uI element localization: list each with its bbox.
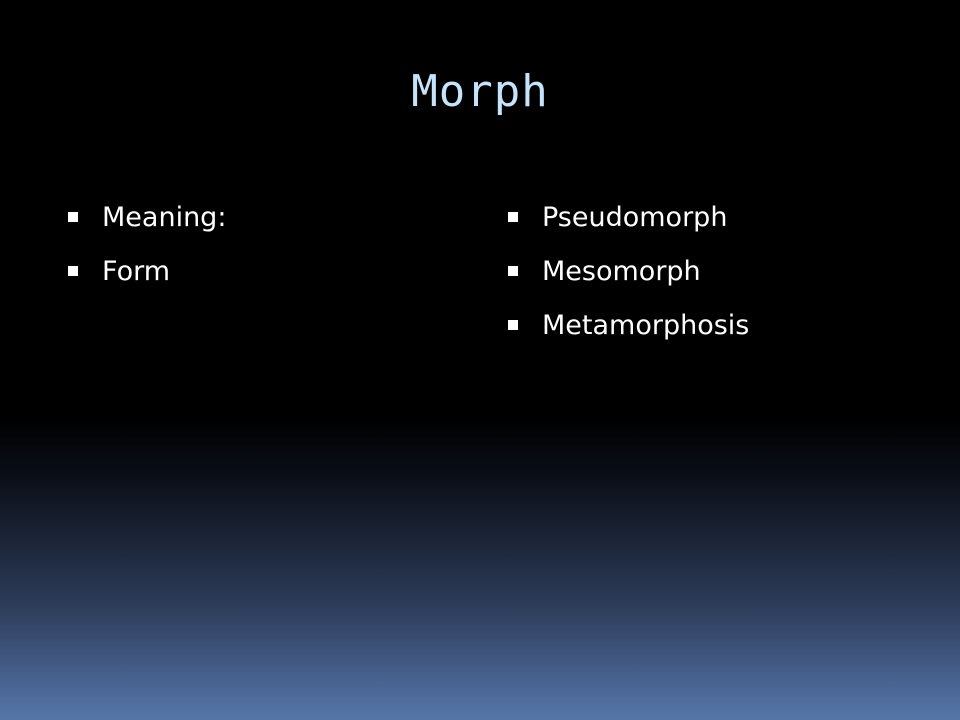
- bullet-item-metamorphosis: [508, 298, 928, 352]
- square-bullet-icon: [68, 212, 78, 222]
- bullet-text: Meaning:: [102, 201, 227, 233]
- bullet-text: Metamorphosis: [542, 309, 750, 341]
- left-bullet-list: [68, 190, 448, 298]
- square-bullet-icon: [508, 212, 518, 222]
- right-bullet-list: [508, 190, 928, 352]
- bullet-item-mesomorph: [508, 244, 928, 298]
- bullet-text: Pseudomorph: [542, 201, 728, 233]
- square-bullet-icon: [68, 266, 78, 276]
- bullet-text: Mesomorph: [542, 255, 701, 287]
- bullet-text: Form: [102, 255, 171, 287]
- slide-title: Morph: [411, 66, 549, 117]
- bullet-item-pseudomorph: [508, 190, 928, 244]
- bullet-item-meaning: [68, 190, 448, 244]
- bullet-item-form: [68, 244, 448, 298]
- square-bullet-icon: [508, 266, 518, 276]
- square-bullet-icon: [508, 320, 518, 330]
